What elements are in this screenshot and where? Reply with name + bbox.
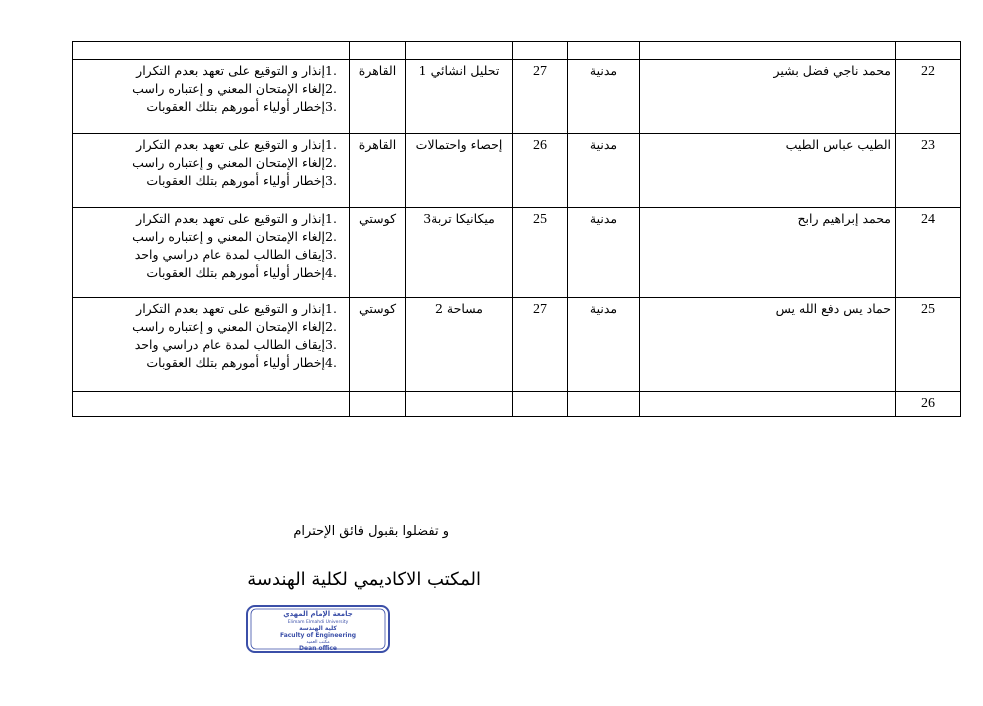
closing-text: و تفضلوا بقبول فائق الإحترام [293,524,449,539]
actions-list [77,136,345,190]
subject-cell: تحليل انشائي 1 [406,60,513,134]
actions-cell [73,42,350,60]
exam-center-cell: كوستي [350,208,406,298]
actions-list [77,62,345,116]
action-number: 3. [325,173,337,189]
level-cell: 25 [513,208,568,298]
stamp-line-3: كلية الهندسة [299,625,337,632]
student-name-cell: حماد يس دفع الله يس [640,298,896,392]
student-name-cell: محمد إبراهيم رابح [640,208,896,298]
subject-cell [406,42,513,60]
action-number: 3. [325,337,337,353]
action-text: إيقاف الطالب لمدة عام دراسي واحد [134,247,325,263]
action-text: إلغاء الإمتحان المعني و إعتباره راسب [132,319,325,335]
exam-center-cell: القاهرة [350,134,406,208]
table-row [73,298,961,392]
student-name-cell: الطيب عباس الطيب [640,134,896,208]
action-text: إخطار أولياء أمورهم بتلك العقوبات [146,173,325,189]
actions-cell [73,208,350,298]
action-number: 1. [325,63,337,78]
level-cell: 27 [513,60,568,134]
action-item [77,80,345,98]
action-item [77,318,345,336]
action-text: إلغاء الإمتحان المعني و إعتباره راسب [132,229,325,245]
department-cell: مدنية [568,208,640,298]
table-row [73,60,961,134]
actions-cell [73,60,350,134]
department-cell [568,392,640,417]
level-cell [513,42,568,60]
action-text: إنذار و التوقيع على تعهد بعدم التكرار [136,211,325,226]
subject-cell: إحصاء واحتمالات [406,134,513,208]
action-number: 3. [325,99,337,115]
student-name-cell: محمد ناجي فضل بشير [640,60,896,134]
action-item [77,62,345,80]
table-row [73,134,961,208]
row-number-cell: 23 [896,134,961,208]
row-number-cell: 24 [896,208,961,298]
action-item [77,246,345,264]
action-number: 1. [325,211,337,226]
action-number: 4. [325,355,337,371]
stamp-line-6: Dean office [299,645,337,652]
stamp-line-4: Faculty of Engineering [279,632,357,639]
action-text: إلغاء الإمتحان المعني و إعتباره راسب [132,81,325,97]
actions-cell [73,392,350,417]
dean-office-stamp [245,604,391,654]
action-text: إلغاء الإمتحان المعني و إعتباره راسب [132,155,325,171]
department-cell: مدنية [568,60,640,134]
row-number-cell [896,42,961,60]
signature-line: المكتب الاكاديمي لكلية الهندسة [247,569,481,590]
action-number: 4. [325,265,337,281]
action-item [77,136,345,154]
action-item [77,354,345,372]
action-item [77,98,345,116]
student-name-cell [640,392,896,417]
action-number: 2. [325,229,337,245]
action-item [77,210,345,228]
action-item [77,154,345,172]
exam-center-cell [350,42,406,60]
row-number-cell: 22 [896,60,961,134]
row-number-cell: 26 [896,392,961,417]
action-number: 2. [325,155,337,171]
stamp-line-1: جامعة الإمام المهدي [283,610,353,618]
level-cell: 27 [513,298,568,392]
action-number: 3. [325,247,337,263]
department-cell: مدنية [568,134,640,208]
action-number: 1. [325,301,337,316]
exam-center-cell: كوستي [350,298,406,392]
actions-cell [73,134,350,208]
action-number: 1. [325,137,337,152]
action-text: إخطار أولياء أمورهم بتلك العقوبات [146,355,325,371]
student-name-cell [640,42,896,60]
row-number-cell: 25 [896,298,961,392]
subject-cell [406,392,513,417]
actions-list [77,300,345,373]
level-cell: 26 [513,134,568,208]
action-number: 2. [325,319,337,335]
stamp-line-2: Elimam Elmahdi University [287,620,349,625]
stamp-line-5: مكتب العميد [306,640,330,645]
exam-center-cell: القاهرة [350,60,406,134]
action-item [77,264,345,282]
action-text: إخطار أولياء أمورهم بتلك العقوبات [146,265,325,281]
department-cell [568,42,640,60]
actions-list [77,210,345,283]
action-item [77,336,345,354]
disciplinary-table [72,41,961,417]
actions-cell [73,298,350,392]
subject-cell: مساحة 2 [406,298,513,392]
action-item [77,300,345,318]
subject-cell: ميكانيكا تربة3 [406,208,513,298]
action-item [77,228,345,246]
table-row [73,42,961,60]
action-text: إيقاف الطالب لمدة عام دراسي واحد [134,337,325,353]
level-cell [513,392,568,417]
action-text: إنذار و التوقيع على تعهد بعدم التكرار [136,137,325,152]
table-row [73,392,961,417]
action-text: إخطار أولياء أمورهم بتلك العقوبات [146,99,325,115]
action-text: إنذار و التوقيع على تعهد بعدم التكرار [136,301,325,316]
department-cell: مدنية [568,298,640,392]
action-item [77,172,345,190]
action-number: 2. [325,81,337,97]
exam-center-cell [350,392,406,417]
action-text: إنذار و التوقيع على تعهد بعدم التكرار [136,63,325,78]
table-row [73,208,961,298]
